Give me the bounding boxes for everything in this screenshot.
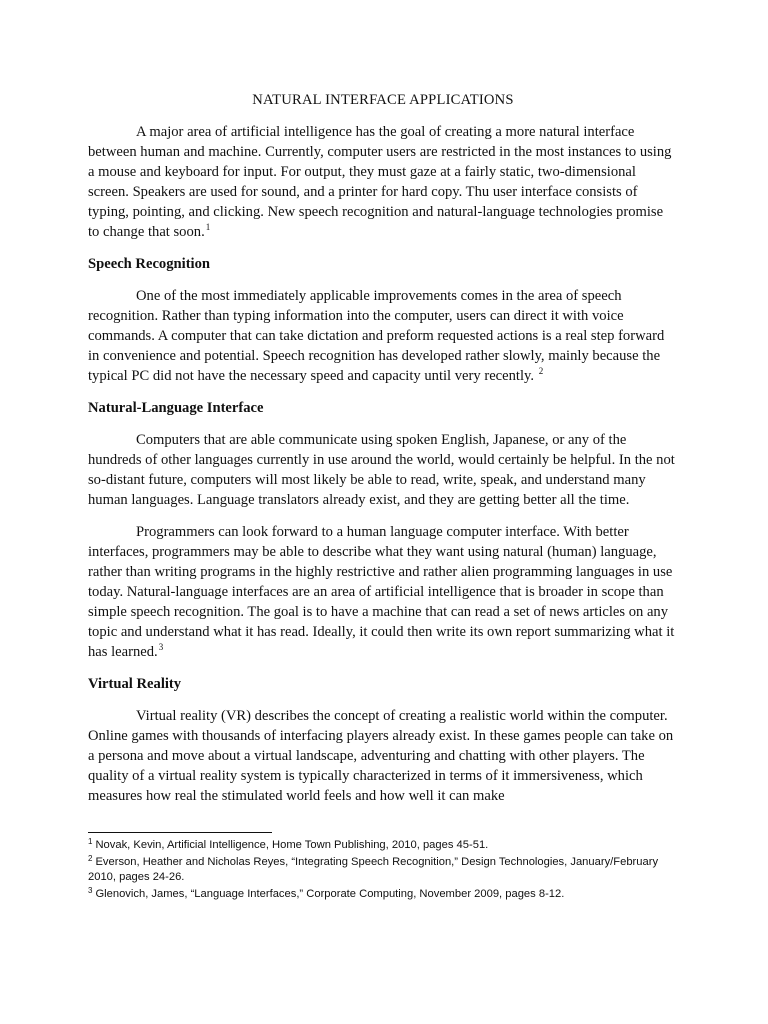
document-title: NATURAL INTERFACE APPLICATIONS bbox=[252, 92, 514, 108]
footnote-text: Glenovich, James, “Language Interfaces,” Corporate Computing, November 2009, pages 8-12. bbox=[95, 888, 565, 900]
footnote-number: 3 bbox=[88, 886, 93, 895]
footnote-text: Everson, Heather and Nicholas Reyes, “Integrating Speech Recognition,” Design Technologies, January/February 2010, pages 24-26. bbox=[88, 856, 659, 883]
virtual-reality-paragraph bbox=[88, 706, 678, 806]
footnote-number: 1 bbox=[88, 837, 93, 846]
natural-language-paragraph-2 bbox=[88, 522, 678, 662]
paragraph-text: Computers that are able communicate using spoken English, Japanese, or any of the hundreds of other languages currently in use around the world, would certainly be helpful. In the not so-distant future, computers will most likely be able to read, write, speak, and understand many human languages. Language translators already exist, and they are getting better all the time. bbox=[88, 432, 675, 508]
document-body bbox=[88, 90, 678, 818]
paragraph-text: A major area of artificial intelligence has the goal of creating a more natural interface between human and machine. Currently, computer users are restricted in the most instances to using a mouse and keyboard for input. For output, they must gaze at a fairly static, two-dimensional screen. Speakers are used for sound, and a printer for hard copy. Thu user interface consists of typing, pointing, and clicking. New speech recognition and natural-language technologies promise to change that soon. bbox=[88, 124, 672, 240]
section-heading-natural-language-interface: Natural-Language Interface bbox=[88, 400, 264, 416]
section-heading-virtual-reality: Virtual Reality bbox=[88, 676, 182, 692]
footnote-text: Novak, Kevin, Artificial Intelligence, Home Town Publishing, 2010, pages 45-51. bbox=[95, 839, 489, 851]
footnote-ref: 3 bbox=[158, 642, 164, 652]
natural-language-paragraph-1 bbox=[88, 430, 678, 510]
section-heading-speech-recognition: Speech Recognition bbox=[88, 256, 211, 272]
footnote-1 bbox=[88, 838, 688, 853]
paragraph-text: Virtual reality (VR) describes the concept of creating a realistic world within the computer. Online games with thousands of interfacing players already exist. In these games people can take on a persona and move about a virtual landscape, adventuring and chatting with other players. The quality of a virtual reality system is typically characterized in terms of it immersiveness, which measures how real the stimulated world feels and how well it can make bbox=[88, 708, 674, 804]
footnote-3 bbox=[88, 887, 688, 902]
footnote-ref: 2 bbox=[538, 366, 544, 376]
intro-paragraph bbox=[88, 122, 678, 242]
footnote-ref: 1 bbox=[205, 222, 211, 232]
footnote-2 bbox=[88, 855, 688, 885]
paragraph-text: Programmers can look forward to a human language computer interface. With better interfaces, programmers may be able to describe what they want using natural (human) language, rather than writing programs in the highly restrictive and rather alien programming languages in use today. Natural-language interfaces are an area of artificial intelligence that is broader in scope than simple speech recognition. The goal is to have a machine that can read a set of news articles on any topic and understand what it has read. Ideally, it could then write its own report summarizing what it has learned. bbox=[88, 524, 675, 660]
paragraph-text: One of the most immediately applicable improvements comes in the area of speech recognition. Rather than typing information into the computer, users can direct it with voice commands. A computer that can take dictation and preform requested actions is a real step forward in convenience and potential. Speech recognition has developed rather slowly, mainly because the typical PC did not have the necessary speed and capacity until very recently. bbox=[88, 288, 665, 384]
footnote-number: 2 bbox=[88, 854, 93, 863]
footnotes bbox=[88, 838, 688, 904]
speech-recognition-paragraph bbox=[88, 286, 678, 386]
footnote-separator bbox=[88, 832, 272, 833]
